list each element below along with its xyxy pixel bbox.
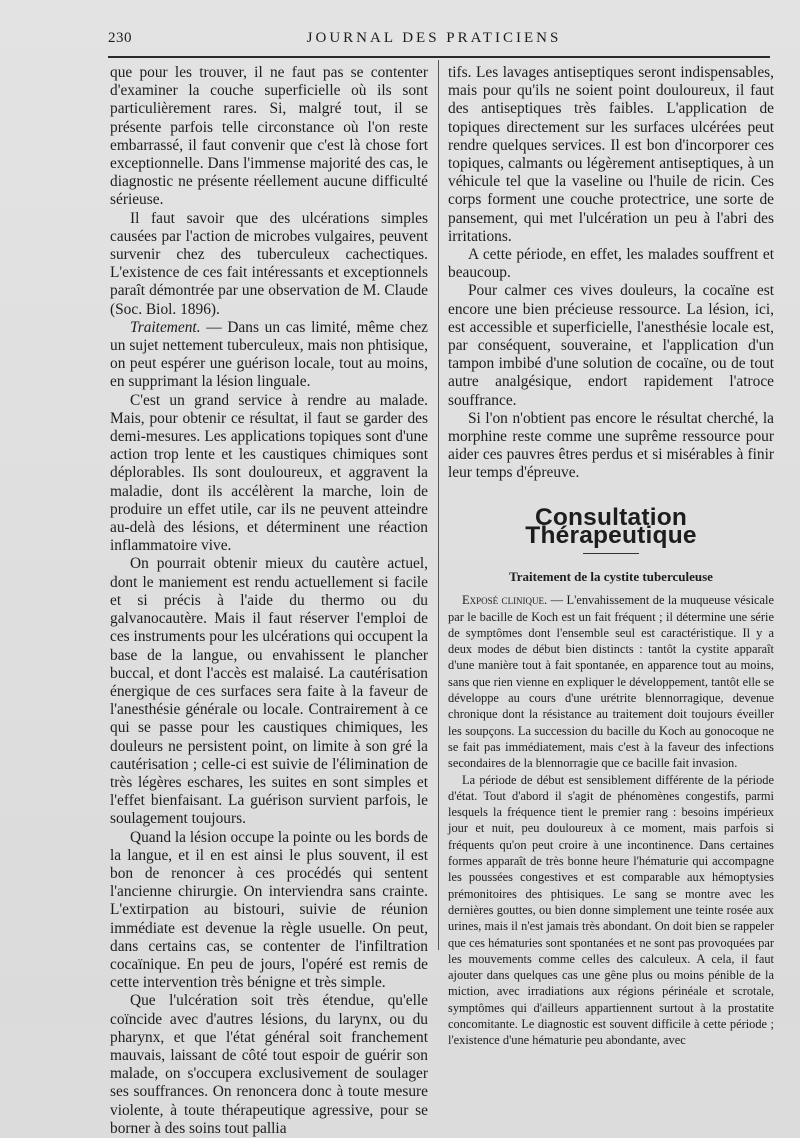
journal-title: JOURNAL DES PRATICIENS [306, 30, 562, 46]
paragraph: Quand la lésion occupe la pointe ou les bords de la langue, et il en est ainsi le plus souvent, il est bon de renoncer à ces procédés qui sentent l'ancienne chirurgie. On interviendra sans crainte. L'extirpation au bistouri, suivie de réunion immédiate est devenue la règle usuelle. On peut, dans certains cas, se contenter de l'infiltration cocaïnique. En peu de jours, l'opéré est remis de cette intervention très bénigne et très simple. [110, 828, 428, 992]
paragraph: Il faut savoir que des ulcérations simples causées par l'action de microbes vulgaires, peuvent survenir chez des tuberculeux cachectiques. L'existence de ces fait intéressants et exceptionnels paraît démontrée par une observation de M. Claude (Soc. Biol. 1896). [110, 209, 428, 318]
heading-rule [583, 553, 639, 554]
article-subheading: Traitement de la cystite tuberculeuse [509, 569, 713, 585]
paragraph: Traitement. — Dans un cas limité, même chez un sujet nettement tuberculeux, mais non phtisique, on peut espérer une guérison locale, tout au moins, en supprimant la lésion linguale. [110, 318, 428, 391]
article-body [448, 592, 774, 1048]
paragraph: que pour les trouver, il ne faut pas se contenter d'examiner la couche superficielle où ils sont particulièrement rares. Si, malgré tout, il se présente parfois telle circonstance où l'on reste embarrassé, il faut convenir que c'est là chose fort exceptionnelle. Dans l'immense majorité des cas, le diagnostic ne présente réellement aucune difficulté sérieuse. [110, 64, 428, 209]
paragraph: Pour calmer ces vives douleurs, la cocaïne est encore une bien précieuse ressource. La lésion, ici, est accessible et superficielle, l'anesthésie locale est, par conséquent, souveraine, et l'application d'un tampon imbibé d'une solution de cocaïne, ou de tout autre analgésique, endort rapidement l'atroce souffrance. [448, 282, 774, 409]
right-column-continuation [448, 64, 774, 483]
paragraph: On pourrait obtenir mieux du cautère actuel, dont le maniement est rendu actuellement si facile et si précis à l'aide du thermo ou du galvanocautère. Mais il faut réserver l'emploi de ces instruments pour les ulcérations qui occupent la base de la langue, ou envahissent le plancher buccal, et dont l'accès est malaisé. La cautérisation énergique de ces surfaces sera faite à la faveur de l'anesthésie générale ou locale. Contrairement à ce qui se passe pour les caustiques chimiques, les douleurs ne persistent point, on limite à son gré la cautérisation ; celle-ci est suivie de l'élimination de très légères eschares, les suites en sont simples et l'effet bienfaisant. La guérison survient parfois, le soulagement toujours. [110, 555, 428, 828]
section-lead: Exposé clinique. [462, 593, 548, 608]
paragraph: tifs. Les lavages antiseptiques seront indispensables, mais pour qu'ils ne soient point douloureux, il faut des antiseptiques très faibles. L'application de topiques directement sur les surfaces ulcérées peut rendre quelques services. Il est bon d'incorporer ces topiques, calmants ou légèrement antiseptiques, à un véhicule tel que la vaseline ou l'huile de ricin. Ces corps forment une couche protectrice, une sorte de pansement, qui met l'ulcération un peu à l'abri des irritations. [448, 64, 774, 245]
paragraph: La période de début est sensiblement différente de la période d'état. Tout d'abord il s'agit de phénomènes congestifs, parmi lesquels la fréquence tient le premier rang : besoins impérieux jour et nuit, peu douloureux à ce moment, mais parfois si fréquents qu'on peut croire à une incontinence. Dans certaines formes apparaît de très bonne heure l'hématurie qui accompagne les poussées congestives et est comparable aux hémoptysies prémonitoires des phtisiques. Le sang se montre avec les dernières gouttes, ou bien donne simplement une teinte rosée aux urines, mais il n'est jamais très abondant. On doit bien se rappeler que ces hématuries sont spontanées et ne sont pas provoquées par les mouvements comme celles des calculeux. A cela, il faut ajouter dans quelques cas une gêne plus ou moins pénible de la miction, avec irradiations aux régions périnéale et scrotale, symptômes qui d'ailleurs appartiennent surtout à la prostatite concomitante. Le diagnostic est souvent difficile à cette période ; l'existence d'une hématurie peu abondante, avec [448, 772, 774, 1048]
left-column [110, 64, 428, 1138]
paragraph: A cette période, en effet, les malades souffrent et beaucoup. [448, 246, 774, 282]
right-column [448, 64, 774, 1049]
paragraph: Si l'on n'obtient pas encore le résultat cherché, la morphine reste comme une suprême ressource pour aider ces pauvres êtres perdus et si misérables à finir leur temps d'épreuve. [448, 409, 774, 482]
column-divider [438, 60, 439, 950]
paragraph: Exposé clinique. — L'envahissement de la muqueuse vésicale par le bacille de Koch est un fait fréquent ; il détermine une série de symptômes dont l'ensemble seul est caractéristique. Il y a deux modes de début bien distincts : tantôt la cystite apparaît d'une manière tout à fait spontanée, en apparence tout au moins, sans que rien vienne en expliquer le développement, tantôt elle se développe au cours d'une urétrite blennorragique, devenue chronique dont la résistance au traitement doit toujours éveiller les soupçons. La succession du bacille du Koch au gonocoque ne se fait pas immédiatement, mais c'est à la faveur des infections secondaires de la blennorragie que ce bacille fait invasion. [448, 593, 774, 771]
page-number: 230 [108, 30, 132, 46]
header-rule [108, 56, 770, 58]
paragraph: C'est un grand service à rendre au malade. Mais, pour obtenir ce résultat, il faut se garder des demi-mesures. Les applications topiques sont d'une action trop lente et les caustiques chimiques sont déplorables. Ils sont douloureux, et aggravent la maladie, dont ils accélèrent la marche, loin de produire un effet utile, car ils ne peuvent atteindre au-delà des lésions, et déterminent une réaction inflammatoire vive. [110, 391, 428, 555]
paragraph: Que l'ulcération soit très étendue, qu'elle coïncide avec d'autres lésions, du larynx, ou du pharynx, et que l'état général soit franchement mauvais, laissant de côté tout espoir de guérir son malade, on s'occupera exclusivement de soulager ses souffrances. On renoncera donc à toute mesure violente, à toute thérapeutique agressive, pour se borner à des soins tout pallia [110, 992, 428, 1137]
section-lead: Traitement. [130, 318, 201, 336]
page-header [108, 30, 760, 52]
section-heading: Consultation Thérapeutique [525, 503, 697, 549]
